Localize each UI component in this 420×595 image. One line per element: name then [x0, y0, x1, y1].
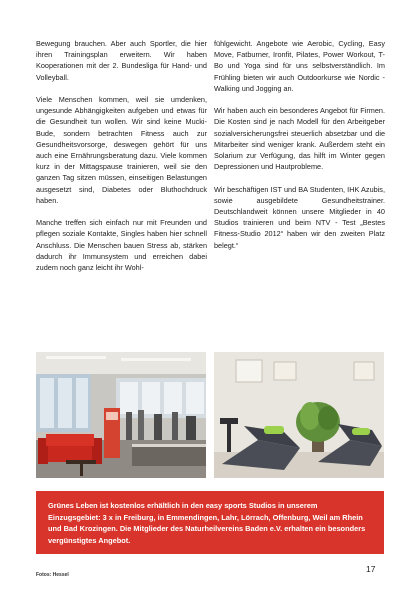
article-column-left [36, 38, 207, 284]
article-column-right [214, 38, 385, 262]
paragraph: Viele Menschen kommen, weil sie umdenken, ungesunde Abhängigkeiten aufgeben und etwas für die Gesundheit tun wollen. Wir sind keine Mucki-Bude, sondern betrachten Fitness auch zur Gesundheitsvorsorge, deswegen gehört für uns auch eine Ernährungsberatung dazu. Viele kommen kurz in der Mittagspause trainieren, weil sie den ganzen Tag sitzen müssen, einseitigen Belastungen ausgesetzt sind, Diabetes oder Bluthochdruck haben. [36, 95, 207, 205]
page-number: 17 [366, 564, 376, 574]
paragraph: Bewegung brauchen. Aber auch Sportler, die hier ihren Trainingsplan erweitern. Wir haben Kooperationen mit der 2. Bundesliga für Hand- und Volleyball. [36, 39, 207, 82]
relaxation-area-photo [214, 352, 384, 478]
paragraph: Wir haben auch ein besonderes Angebot für Firmen. Die Kosten sind je nach Modell für den Arbeitgeber sozialversicherungsfrei steuerlich absetzbar und die Mitarbeiter sind weniger krank. Außerdem steht ein Solarium zur Verfügung, das hilft im Winter gegen Depressionen und Hautprobleme. [214, 106, 385, 172]
info-box [36, 491, 384, 554]
paragraph: Manche treffen sich einfach nur mit Freunden und pflegen soziale Kontakte, Singles haben hier schnell Anschluss. Die Menschen bauen Stress ab, stärken dadurch ihr Immunsystem und erreichen dabei zudem noch ganz leicht ihr Wohl- [36, 218, 207, 273]
gym-interior-photo [36, 352, 206, 478]
info-box-text: Grünes Leben ist kostenlos erhältlich in den easy sports Studios in unserem Einzugsgebiet: 3 x in Freiburg, in Emmendingen, Lahr, Lörrach, Offenburg, Weil am Rhein und Bad Krozingen. Die Mitglieder des Naturheilvereins Baden e.V. erhalten ein besonders vergünstigtes Angebot. [48, 501, 366, 545]
paragraph: fühlgewicht. Angebote wie Aerobic, Cycling, Easy Move, Fatburner, Ironfit, Pilates, Power Workout, T-Bo und Yoga sind für uns selbstverständlich. Im Frühling bieten wir auch Outdoorkurse wie Nordic - Walking und Jogging an. [214, 39, 385, 93]
photo-credit: Fotos: Hessel [36, 572, 69, 578]
paragraph: Wir beschäftigen IST und BA Studenten, IHK Azubis, sowie ausgebildete Gesundheitstrainer. Deutschlandweit können unsere Mitglieder in 40 Studios trainieren und beim NTV - Test „Bestes Fitness-Studio 2012“ haben wir den zweiten Platz belegt.“ [214, 184, 385, 250]
